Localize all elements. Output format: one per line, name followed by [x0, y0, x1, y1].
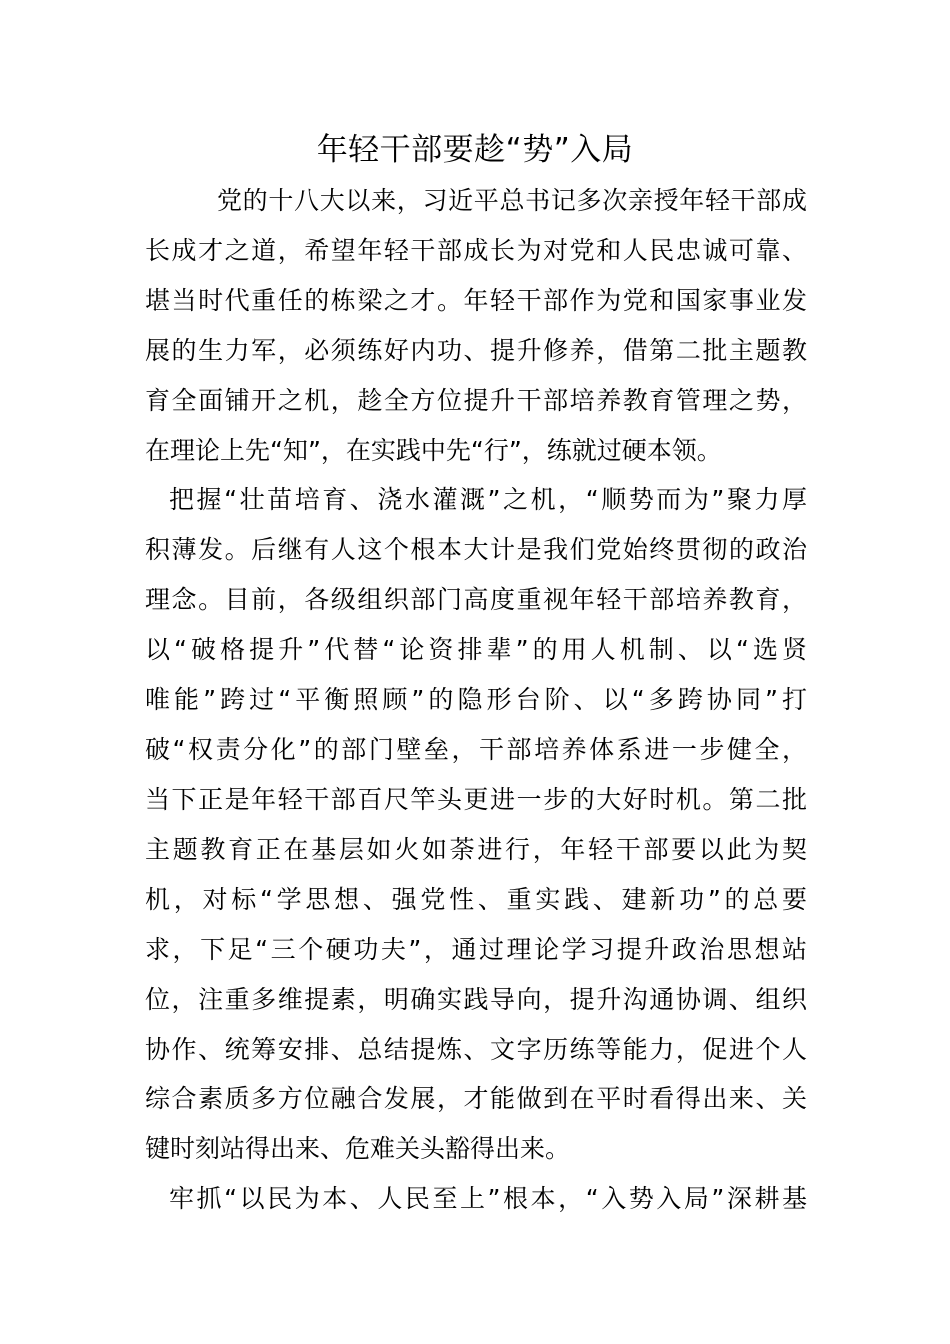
paragraph-2-line-1: 把握“壮苗培育、浇水灌溉”之机，“顺势而为”聚力厚	[169, 485, 807, 514]
paragraph-1-line-3: 堪当时代重任的栋梁之才。年轻干部作为党和国家事业发	[145, 286, 807, 315]
paragraph-2-line-12: 协作、统筹安排、总结提炼、文字历练等能力，促进个人	[145, 1035, 807, 1064]
document-title: 年轻干部要趁“势”入局	[316, 132, 634, 168]
paragraph-2-line-3: 理念。目前，各级组织部门高度重视年轻干部培养教育，	[145, 585, 807, 614]
paragraph-2-line-8: 主题教育正在基层如火如荼进行，年轻干部要以此为契	[145, 835, 807, 864]
paragraph-2-line-7: 当下正是年轻干部百尺竿头更进一步的大好时机。第二批	[145, 785, 807, 814]
paragraph-1-line-4: 展的生力军，必须练好内功、提升修养，借第二批主题教	[145, 336, 807, 365]
paragraph-2-line-10: 求，下足“三个硬功夫”，通过理论学习提升政治思想站	[145, 935, 807, 964]
paragraph-1-line-1: 党的十八大以来，习近平总书记多次亲授年轻干部成	[217, 186, 807, 215]
paragraph-1-line-5: 育全面铺开之机，趁全方位提升干部培养教育管理之势，	[145, 386, 807, 415]
paragraph-2-line-6: 破“权责分化”的部门壁垒，干部培养体系进一步健全，	[145, 735, 807, 764]
paragraph-2-line-14: 键时刻站得出来、危难关头豁得出来。	[145, 1134, 571, 1163]
paragraph-1-line-2: 长成才之道，希望年轻干部成长为对党和人民忠诚可靠、	[145, 236, 807, 265]
paragraph-2-line-13: 综合素质多方位融合发展，才能做到在平时看得出来、关	[145, 1084, 807, 1113]
paragraph-2-line-5: 唯能”跨过“平衡照顾”的隐形台阶、以“多跨协同”打	[145, 685, 807, 714]
paragraph-1-line-6: 在理论上先“知”，在实践中先“行”，练就过硬本领。	[145, 436, 722, 465]
paragraph-2-line-9: 机，对标“学思想、强党性、重实践、建新功”的总要	[145, 885, 807, 914]
paragraph-2-line-11: 位，注重多维提素，明确实践导向，提升沟通协调、组织	[145, 985, 807, 1014]
paragraph-2-line-2: 积薄发。后继有人这个根本大计是我们党始终贯彻的政治	[145, 535, 807, 564]
paragraph-2-line-4: 以“破格提升”代替“论资排辈”的用人机制、以“选贤	[145, 635, 807, 664]
paragraph-3-line-1: 牢抓“以民为本、人民至上”根本，“入势入局”深耕基	[169, 1184, 807, 1213]
